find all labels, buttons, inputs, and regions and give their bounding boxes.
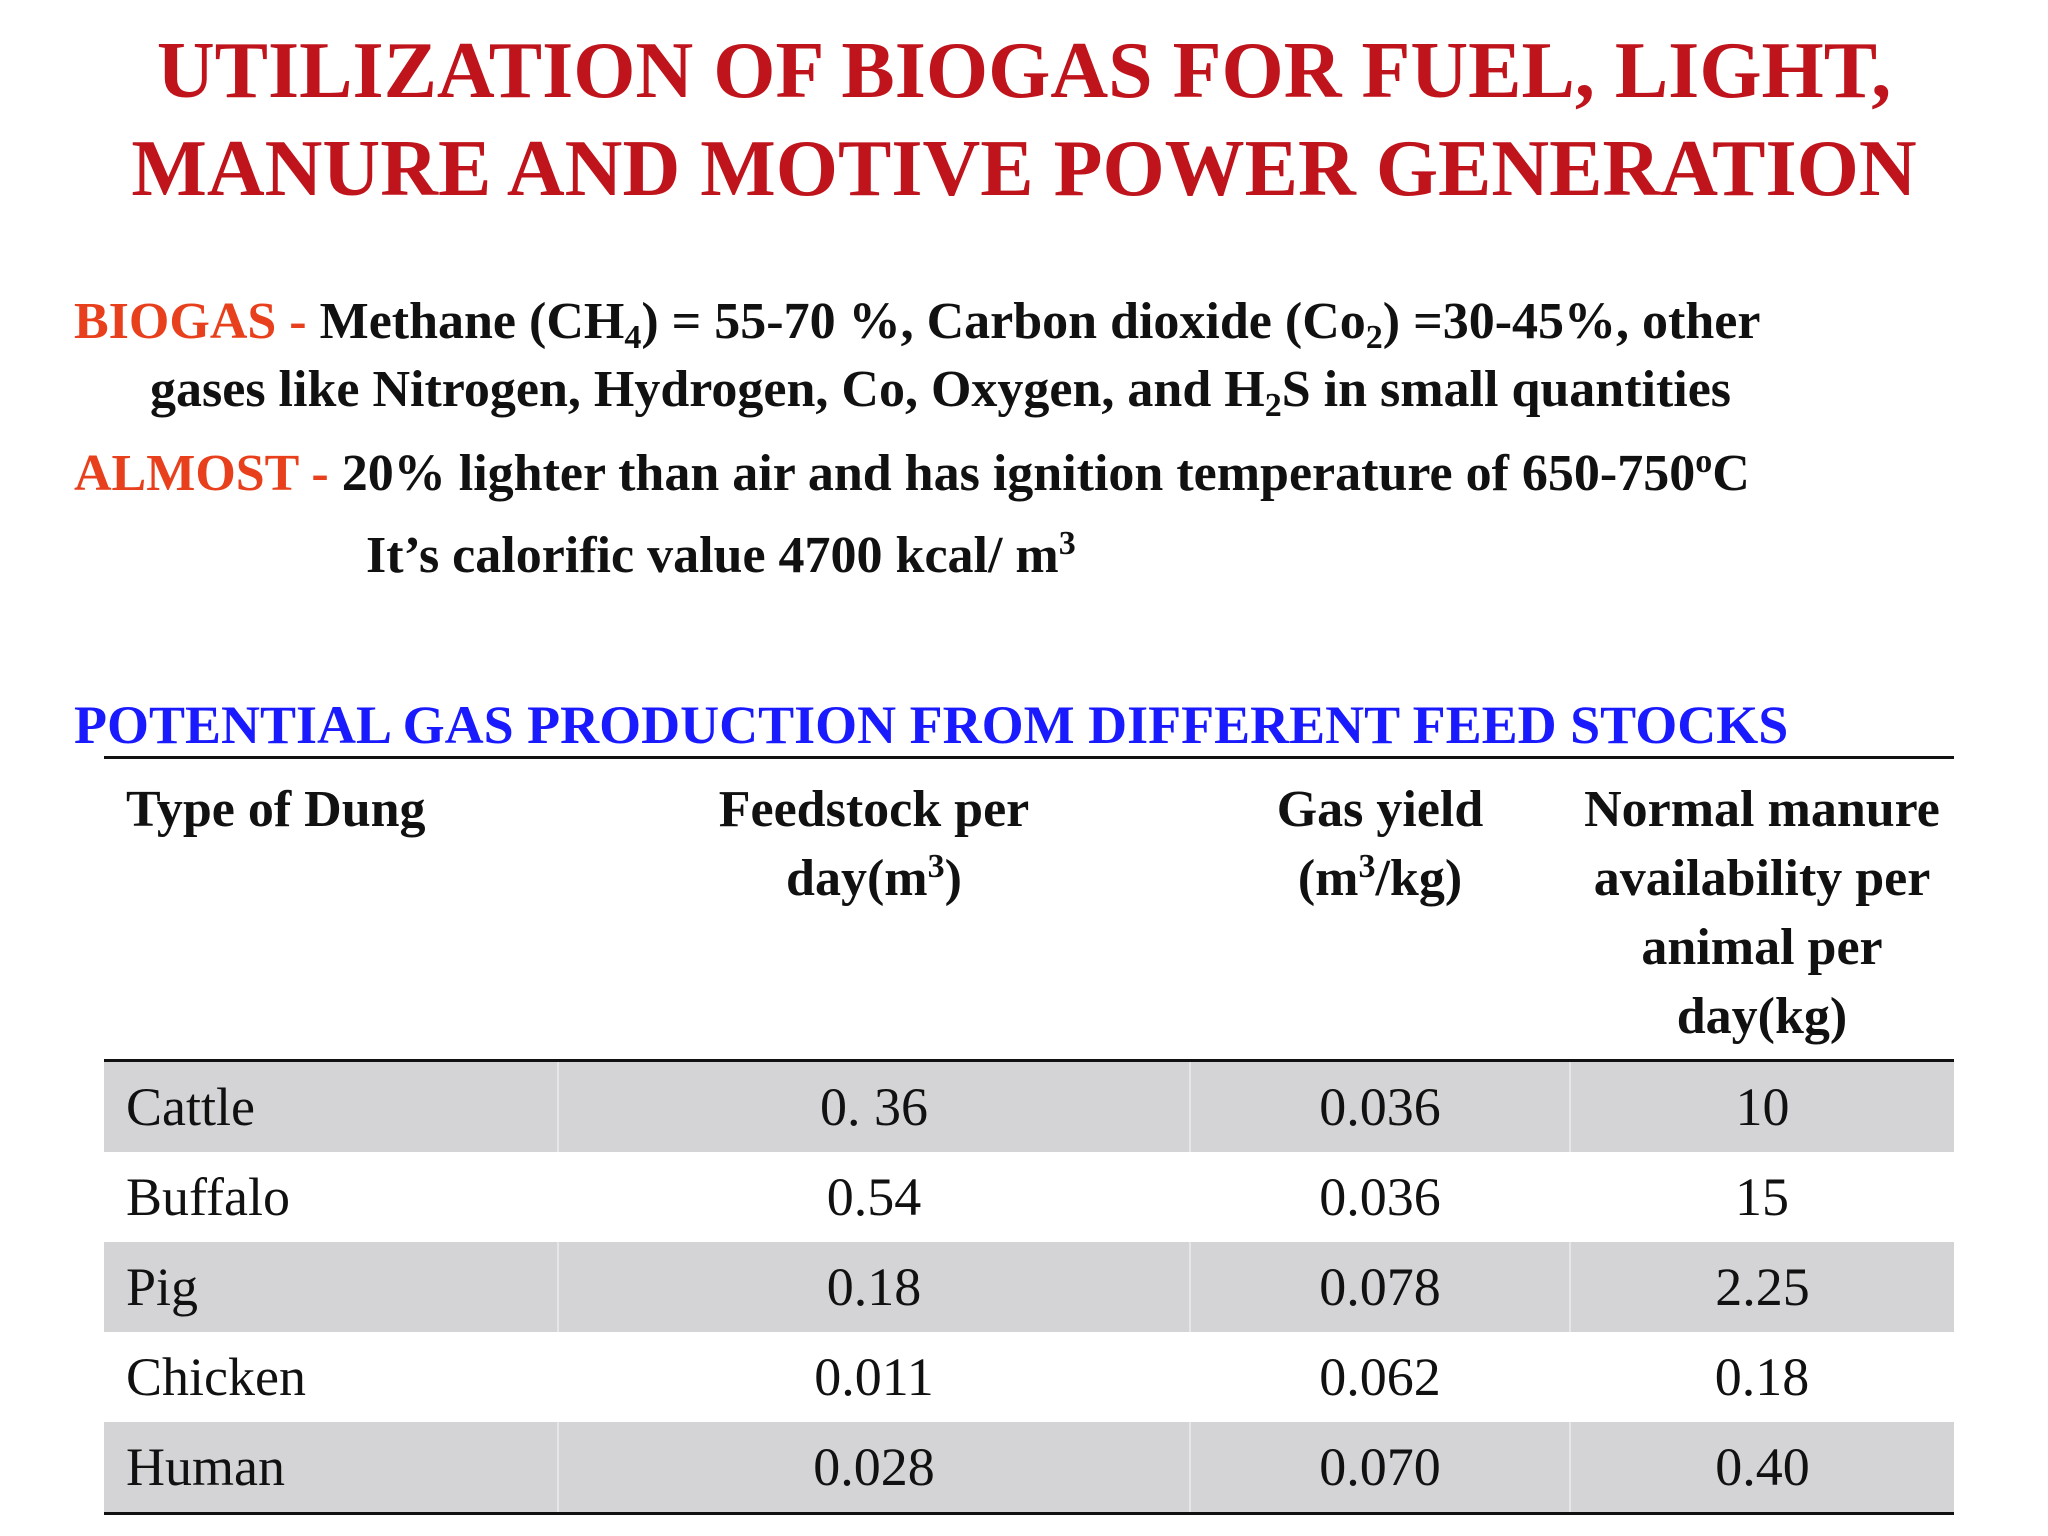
almost-text-1: 20% lighter than air and has ignition temperature of 650-750 <box>341 445 1696 502</box>
cell-gas-yield: 0.078 <box>1190 1242 1570 1332</box>
header-feedstock-line1: Feedstock per <box>718 781 1030 838</box>
biogas-line2-text-b: S in small quantities <box>1281 361 1732 418</box>
header-manure <box>1570 758 1954 1061</box>
cell-manure: 0.40 <box>1570 1422 1954 1514</box>
biogas-text-2: ) = 55-70 %, Carbon dioxide (Co <box>641 293 1366 350</box>
biogas-sub-1: 4 <box>624 319 642 356</box>
header-manure-line4: day(kg) <box>1676 988 1848 1045</box>
biogas-line-1 <box>74 288 1760 356</box>
header-gas-yield-line1: Gas yield <box>1276 781 1484 838</box>
biogas-line2-sub: 2 <box>1264 387 1282 424</box>
calorific-text: It’s calorific value 4700 kcal/ m <box>366 527 1059 584</box>
header-feedstock-sup: 3 <box>927 848 945 885</box>
table-header-row <box>104 758 1954 1061</box>
table-row <box>104 1061 1954 1153</box>
cell-manure: 15 <box>1735 1167 1789 1227</box>
title-line-2: MANURE AND MOTIVE POWER GENERATION <box>131 125 1917 213</box>
title-line-1: UTILIZATION OF BIOGAS FOR FUEL, LIGHT, <box>156 27 1892 115</box>
almost-sup: o <box>1695 443 1713 480</box>
biogas-text-1: Methane (CH <box>319 293 625 350</box>
cell-feedstock: 0.011 <box>814 1347 934 1407</box>
biogas-label: BIOGAS - <box>74 293 320 350</box>
cell-gas-yield: 0.036 <box>1190 1061 1570 1153</box>
slide-title <box>0 22 2048 218</box>
cell-gas-yield: 0.036 <box>1319 1167 1441 1227</box>
header-type-of-dung <box>104 758 558 1061</box>
feedstock-table <box>104 756 1954 1515</box>
cell-dung-type: Human <box>104 1422 558 1514</box>
cell-feedstock: 0.18 <box>558 1242 1190 1332</box>
header-feedstock <box>558 758 1190 1061</box>
header-feedstock-line2a: day(m <box>786 850 928 907</box>
biogas-text-3: ) =30-45%, other <box>1382 293 1761 350</box>
header-feedstock-line2b: ) <box>944 850 962 907</box>
biogas-sub-2: 2 <box>1365 319 1383 356</box>
calorific-sup: 3 <box>1058 525 1076 562</box>
table-row <box>104 1152 1954 1242</box>
almost-text-2: C <box>1712 445 1750 502</box>
almost-line-2 <box>366 522 1076 590</box>
header-manure-line1: Normal manure <box>1584 781 1940 838</box>
header-manure-line2: availability per <box>1593 850 1931 907</box>
cell-feedstock: 0.028 <box>558 1422 1190 1514</box>
header-gas-yield-line2b: /kg) <box>1375 850 1463 907</box>
biogas-line2-text-a: gases like Nitrogen, Hydrogen, Co, Oxygen, and H <box>150 361 1265 418</box>
cell-manure: 2.25 <box>1570 1242 1954 1332</box>
cell-gas-yield: 0.070 <box>1190 1422 1570 1514</box>
header-type-of-dung-text: Type of Dung <box>126 781 426 838</box>
cell-dung-type: Buffalo <box>126 1167 290 1227</box>
cell-dung-type: Chicken <box>126 1347 306 1407</box>
table-heading: POTENTIAL GAS PRODUCTION FROM DIFFERENT FEED STOCKS <box>74 695 1789 755</box>
biogas-line-2 <box>150 356 1731 424</box>
header-gas-yield-line2a: (m <box>1297 850 1359 907</box>
table-row <box>104 1422 1954 1514</box>
almost-line-1 <box>74 440 1750 508</box>
cell-feedstock: 0. 36 <box>558 1061 1190 1153</box>
header-manure-line3: animal per <box>1641 919 1883 976</box>
header-gas-yield <box>1190 758 1570 1061</box>
table-row <box>104 1332 1954 1422</box>
header-gas-yield-sup: 3 <box>1358 848 1376 885</box>
cell-feedstock: 0.54 <box>826 1167 922 1227</box>
cell-manure: 0.18 <box>1714 1347 1810 1407</box>
table-row <box>104 1242 1954 1332</box>
cell-dung-type: Cattle <box>104 1061 558 1153</box>
cell-gas-yield: 0.062 <box>1319 1347 1441 1407</box>
almost-label: ALMOST - <box>74 445 342 502</box>
cell-dung-type: Pig <box>104 1242 558 1332</box>
cell-manure: 10 <box>1570 1061 1954 1153</box>
